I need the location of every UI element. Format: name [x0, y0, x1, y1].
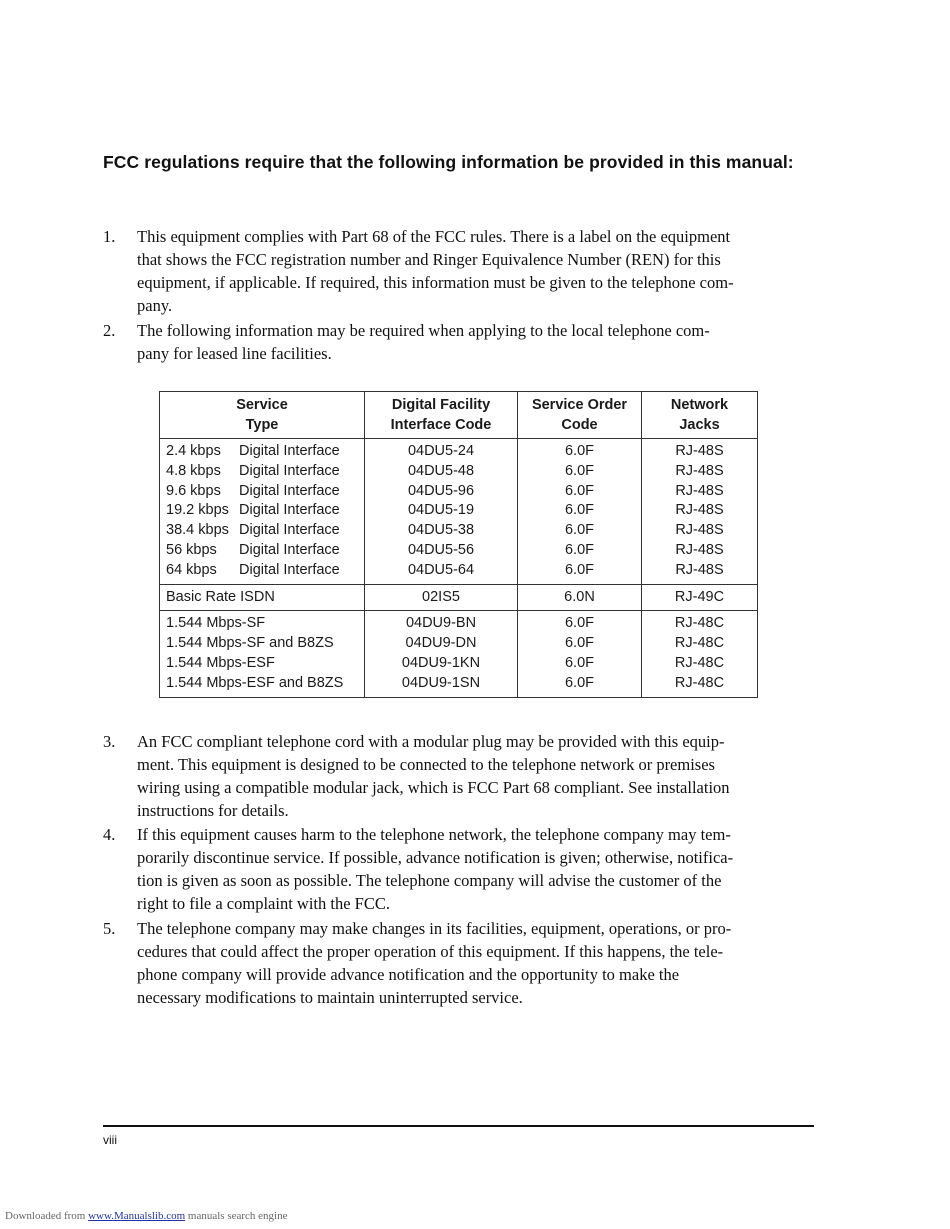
download-footer [5, 1210, 287, 1222]
list-text [137, 730, 815, 822]
list-item-1 [103, 225, 815, 317]
text-line: equipment, if applicable. If required, this information must be given to the telephone com- [137, 273, 734, 292]
leased-line-facilities-table [159, 391, 758, 698]
interface-code-cell: 04DU9-BN 04DU9-DN 04DU9-1KN 04DU9-1SN [365, 611, 518, 697]
list-item-4 [103, 823, 815, 915]
footer-suffix: manuals search engine [187, 1210, 288, 1222]
text-line: The telephone company may make changes in its facilities, equipment, operations, or pro- [137, 919, 732, 938]
text-line: right to file a complaint with the FCC. [137, 894, 390, 913]
service-order-code-cell: 6.0F 6.0F 6.0F 6.0F 6.0F 6.0F 6.0F [518, 439, 642, 585]
list-text [137, 319, 815, 365]
text-line: cedures that could affect the proper operation of this equipment. If this happens, the tele- [137, 942, 724, 961]
column-header-network-jacks: Network Jacks [642, 392, 758, 439]
page-number: viii [103, 1133, 117, 1147]
list-text [137, 225, 815, 317]
text-line: necessary modifications to maintain uninterrupted service. [137, 988, 523, 1007]
list-text [137, 823, 815, 915]
network-jacks-cell: RJ-48C RJ-48C RJ-48C RJ-48C [642, 611, 758, 697]
list-number: 2. [103, 321, 116, 340]
list-number: 4. [103, 825, 116, 844]
list-number: 1. [103, 227, 116, 246]
page-heading: FCC regulations require that the following information be provided in this manual: [103, 152, 794, 172]
service-type-cell: 1.544 Mbps-SF 1.544 Mbps-SF and B8ZS 1.544 Mbps-ESF 1.544 Mbps-ESF and B8ZS [160, 611, 365, 697]
footer-prefix: Downloaded from [5, 1210, 86, 1222]
network-jacks-cell: RJ-48S RJ-48S RJ-48S RJ-48S RJ-48S RJ-48S RJ-48S [642, 439, 758, 585]
text-line: An FCC compliant telephone cord with a modular plug may be provided with this equip- [137, 732, 725, 751]
text-line: If this equipment causes harm to the telephone network, the telephone company may tem- [137, 825, 731, 844]
text-line: that shows the FCC registration number and Ringer Equivalence Number (REN) for this [137, 250, 721, 269]
table-row-digital-interface [160, 439, 758, 585]
list-text [137, 917, 815, 1009]
table-row-basic-rate-isdn [160, 584, 758, 611]
text-line: instructions for details. [137, 801, 289, 820]
table-row-1544-mbps [160, 611, 758, 697]
interface-code-cell: 02IS5 [365, 584, 518, 611]
service-type-cell: Basic Rate ISDN [160, 584, 365, 611]
text-line: pany for leased line facilities. [137, 344, 332, 363]
interface-code-cell: 04DU5-24 04DU5-48 04DU5-96 04DU5-19 04DU5-38 04DU5-56 04DU5-64 [365, 439, 518, 585]
text-line: phone company will provide advance notification and the opportunity to make the [137, 965, 680, 984]
text-line: pany. [137, 296, 173, 315]
service-order-code-cell: 6.0N [518, 584, 642, 611]
footer-divider [103, 1125, 814, 1127]
text-line: wiring using a compatible modular jack, which is FCC Part 68 compliant. See installation [137, 778, 730, 797]
manualslib-link[interactable]: www.Manualslib.com [88, 1210, 186, 1222]
column-header-interface-code: Digital Facility Interface Code [365, 392, 518, 439]
service-order-code-cell: 6.0F 6.0F 6.0F 6.0F [518, 611, 642, 697]
table-header-row [160, 392, 758, 439]
list-number: 3. [103, 732, 116, 751]
list-item-3 [103, 730, 815, 822]
list-item-5 [103, 917, 815, 1009]
network-jacks-cell: RJ-49C [642, 584, 758, 611]
text-line: tion is given as soon as possible. The telephone company will advise the customer of the [137, 871, 722, 890]
list-number: 5. [103, 919, 116, 938]
text-line: porarily discontinue service. If possible, advance notification is given; otherwise, notifica- [137, 848, 734, 867]
list-item-2 [103, 319, 815, 365]
text-line: The following information may be required when applying to the local telephone com- [137, 321, 710, 340]
service-type-cell: 2.4 kbps Digital Interface 4.8 kbps Digital Interface 9.6 kbps Digital Interface 19.2 kbps Digital Interface 38.4 kbps Digital Interface 56 kbps Digital Interface 64 kbps Digital Interface [160, 439, 365, 585]
column-header-service-type: Service Type [160, 392, 365, 439]
text-line: ment. This equipment is designed to be connected to the telephone network or premises [137, 755, 715, 774]
column-header-service-order-code: Service Order Code [518, 392, 642, 439]
text-line: This equipment complies with Part 68 of the FCC rules. There is a label on the equipment [137, 227, 731, 246]
